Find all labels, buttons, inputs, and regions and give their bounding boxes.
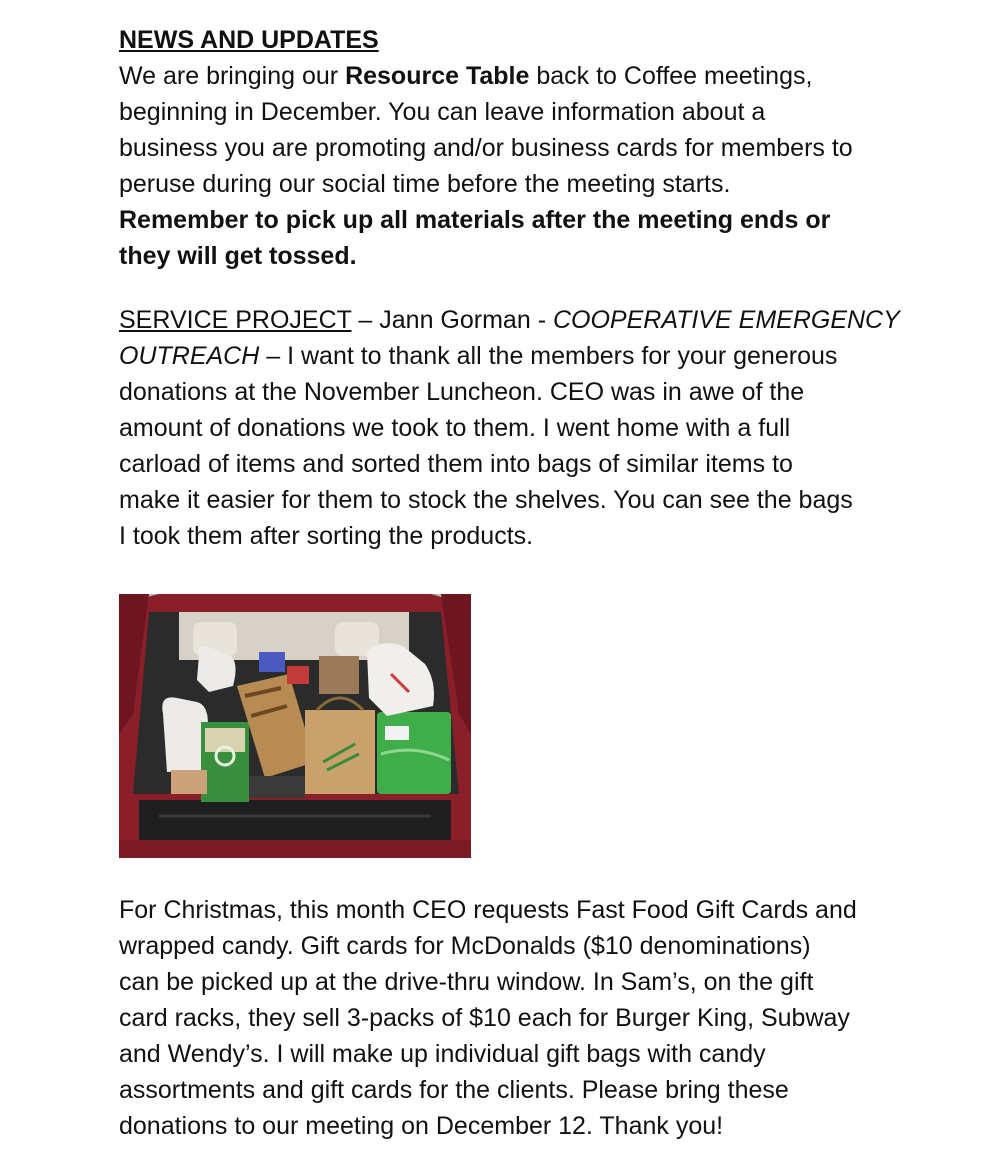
service-line-1 (119, 302, 939, 338)
service-line-2 (119, 338, 939, 374)
christmas-line-5: and Wendy’s. I will make up individual gift bags with candy (119, 1040, 766, 1068)
service-text: – I want to thank all the members for your generous (259, 342, 838, 370)
service-line-4: amount of donations we took to them. I went home with a full (119, 414, 791, 442)
news-reminder-line-1: Remember to pick up all materials after the meeting ends or (119, 206, 831, 234)
news-line-2: beginning in December. You can leave information about a (119, 98, 766, 126)
christmas-line-4: card racks, they sell 3-packs of $10 each for Burger King, Subway (119, 1004, 850, 1032)
section-spacer (119, 858, 939, 892)
resource-table-label: Resource Table (345, 62, 530, 90)
service-org-name: COOPERATIVE EMERGENCY (552, 306, 900, 334)
news-text: We are bringing our (119, 62, 346, 90)
service-line-7: I took them after sorting the products. (119, 522, 534, 550)
news-section (119, 22, 939, 274)
service-line-5: carload of items and sorted them into bags of similar items to (119, 450, 793, 478)
service-line-6: make it easier for them to stock the shelves. You can see the bags (119, 486, 853, 514)
donations-photo (119, 594, 471, 858)
service-project-section (119, 302, 939, 554)
car-trunk-donations-photo (119, 594, 471, 858)
news-line-4: peruse during our social time before the meeting starts. (119, 170, 731, 198)
news-text: back to Coffee meetings, (529, 62, 813, 90)
christmas-line-1: For Christmas, this month CEO requests Fast Food Gift Cards and (119, 896, 857, 924)
news-heading: NEWS AND UPDATES (119, 26, 379, 54)
christmas-line-3: can be picked up at the drive-thru window. In Sam’s, on the gift (119, 968, 814, 996)
service-org-name-cont: OUTREACH (119, 342, 260, 370)
news-line-1 (119, 58, 939, 94)
christmas-section (119, 892, 939, 1144)
christmas-line-6: assortments and gift cards for the clients. Please bring these (119, 1076, 789, 1104)
news-heading-line (119, 22, 939, 58)
section-spacer (119, 274, 939, 302)
service-line-3: donations at the November Luncheon. CEO was in awe of the (119, 378, 805, 406)
news-line-3: business you are promoting and/or business cards for members to (119, 134, 853, 162)
service-heading: SERVICE PROJECT (119, 306, 352, 334)
christmas-line-7: donations to our meeting on December 12. Thank you! (119, 1112, 724, 1140)
news-reminder-line-2: they will get tossed. (119, 242, 357, 270)
newsletter-page (119, 22, 939, 1144)
christmas-line-2: wrapped candy. Gift cards for McDonalds ($10 denominations) (119, 932, 811, 960)
service-author: – Jann Gorman - (351, 306, 553, 334)
